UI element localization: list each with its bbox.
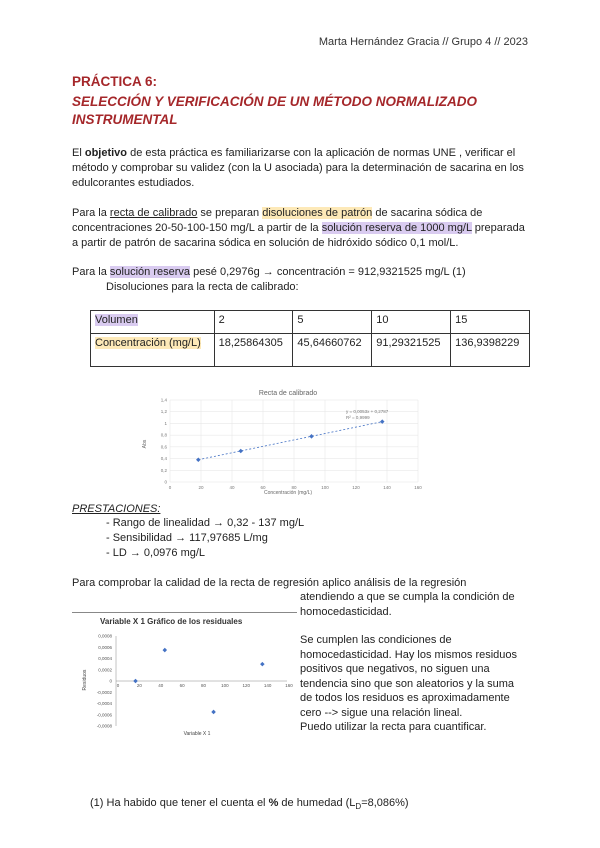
y-tick-label: -0,0004 xyxy=(96,701,112,706)
x-tick-label: 120 xyxy=(352,485,360,490)
footnote-sub: D xyxy=(355,802,362,812)
x-tick-label: 20 xyxy=(136,683,142,688)
table-cell: 136,9398229 xyxy=(451,334,530,367)
x-axis-label: Variable X 1 xyxy=(183,731,211,737)
reserve-text-1: Para la xyxy=(72,266,110,278)
table-caption: Disoluciones para la recta de calibrado: xyxy=(106,281,299,293)
table-cell: 45,64660762 xyxy=(293,334,372,367)
y-tick-label: 1,4 xyxy=(160,397,167,403)
regression-intro: Para comprobar la calidad de la recta de regresión aplico análisis de la regresión xyxy=(72,577,467,589)
calib-underlined: recta de calibrado xyxy=(109,207,198,219)
y-tick-label: 0 xyxy=(164,479,167,485)
y-tick-label: 0,4 xyxy=(160,456,167,462)
table-cell: 15 xyxy=(451,311,530,334)
x-tick-label: 100 xyxy=(321,485,329,490)
x-tick-label: 140 xyxy=(263,683,272,688)
objective-paragraph xyxy=(72,146,532,191)
chart-title: Recta de calibrado xyxy=(258,390,318,397)
footnote-bold: % xyxy=(268,797,279,809)
x-tick-label: 40 xyxy=(229,485,235,490)
conclusion-text: Se cumplen las condiciones de homocedasticidad. Hay los mismos residuos positivos que negativos, no siguen una tendencia sino que son aleatorios y la suma de todos los residuos es aproximadamente cero --> sigue una relación lineal. xyxy=(300,634,518,719)
prestaciones-list xyxy=(106,516,304,561)
x-tick-label: 0 xyxy=(168,485,172,490)
prestaciones-title: PRESTACIONES: xyxy=(72,503,161,515)
x-tick-label: 40 xyxy=(158,683,164,688)
residuals-chart xyxy=(72,606,297,746)
y-tick-label: -0,0006 xyxy=(96,712,112,718)
x-tick-label: 80 xyxy=(200,683,207,688)
y-tick-label: 0 xyxy=(109,678,112,684)
footnote-text-1: (1) Ha habido que tener el cuenta el xyxy=(90,797,269,809)
list-item: - Rango de linealidad → 0,32 - 137 mg/L xyxy=(106,517,305,529)
calib-text-2: se preparan xyxy=(197,207,263,219)
page-header: Marta Hernández Gracia // Grupo 4 // 2023 xyxy=(318,36,528,48)
x-tick-label: 120 xyxy=(242,683,251,688)
x-tick-label: 160 xyxy=(285,683,293,688)
reserve-highlight: solución reserva xyxy=(109,266,191,278)
y-tick-label: 0,0004 xyxy=(98,656,112,661)
reserve-paragraph xyxy=(72,265,532,280)
calibration-paragraph xyxy=(72,206,532,251)
footnote-text-2: de humedad (L xyxy=(278,797,356,809)
table-cell: 2 xyxy=(214,311,293,334)
x-tick-label: 60 xyxy=(260,485,266,490)
data-point xyxy=(196,457,201,462)
y-tick-label: 0,0006 xyxy=(98,644,112,650)
table-cell xyxy=(91,311,215,334)
data-point xyxy=(163,648,168,653)
footnote xyxy=(90,797,409,811)
table-cell: 91,29321525 xyxy=(372,334,451,367)
table-cell: 18,25864305 xyxy=(214,334,293,367)
table-cell xyxy=(91,334,215,367)
objective-text-2: de esta práctica es familiarizarse con la aplicación de normas UNE , verificar el método y comprobar su validez (con la U asociada) para la determinación de sacarina en los edulcorantes estudiados. xyxy=(72,147,524,189)
x-tick-label: 100 xyxy=(221,683,229,688)
trend-line xyxy=(198,422,382,460)
objective-bold: objetivo xyxy=(84,147,128,159)
y-tick-label: 0,2 xyxy=(160,467,167,473)
list-item: - Sensibilidad → 117,97685 L/mg xyxy=(106,532,268,544)
data-point xyxy=(211,710,216,715)
table-cell: 10 xyxy=(372,311,451,334)
calib-text-3: de sacarina sódica de concentraciones 20-50-100-150 mg/L a partir de la xyxy=(72,207,483,234)
practice-number: PRÁCTICA 6: xyxy=(72,74,158,89)
x-axis-label: Concentración (mg/L) xyxy=(263,490,313,496)
x-tick-label: 0 xyxy=(116,683,120,688)
x-tick-label: 140 xyxy=(383,485,391,490)
cell-label-concentracion: Concentración (mg/L) xyxy=(95,337,201,349)
table-cell: 5 xyxy=(293,311,372,334)
conclusion-last: Puedo utilizar la recta para cuantificar. xyxy=(300,721,487,733)
objective-text-1: El xyxy=(72,147,85,159)
calibration-chart xyxy=(138,386,438,498)
reserve-text-2: pesé 0,2976g → concentración = 912,9321525 mg/L (1) xyxy=(190,266,466,278)
y-tick-label: 0,8 xyxy=(160,432,167,438)
calib-highlight-2: solución reserva de 1000 mg/L xyxy=(321,222,472,234)
table-row xyxy=(91,334,530,367)
y-axis-label: Residuos xyxy=(82,669,88,691)
y-tick-label: 1 xyxy=(164,420,167,426)
y-tick-label: 0,6 xyxy=(160,444,167,450)
x-tick-label: 160 xyxy=(414,485,422,490)
x-tick-label: 20 xyxy=(198,485,204,490)
x-tick-label: 60 xyxy=(179,683,185,688)
cell-label-volumen: Volumen xyxy=(95,314,138,326)
conclusion-paragraph xyxy=(300,633,528,735)
list-item: - LD → 0,0976 mg/L xyxy=(106,547,206,559)
y-tick-label: 0,0008 xyxy=(98,633,112,639)
data-point xyxy=(309,434,314,439)
y-tick-label: 1,2 xyxy=(160,409,167,415)
table-row xyxy=(91,311,530,334)
calib-text-4: preparada a partir de patrón de sacarina sódica en solución de hidróxido sódico 0,1 mol/L. xyxy=(72,222,525,249)
calib-highlight-1: disoluciones de patrón xyxy=(262,207,373,219)
chart-title: Variable X 1 Gráfico de los residuales xyxy=(100,617,243,626)
data-point xyxy=(260,662,265,667)
practice-title: SELECCIÓN Y VERIFICACIÓN DE UN MÉTODO NORMALIZADO INSTRUMENTAL xyxy=(72,94,478,127)
footnote-text-3: =8,086%) xyxy=(361,797,409,809)
calib-text-1: Para la xyxy=(72,207,110,219)
trend-equation: y = 0,0053x + 0,2787 xyxy=(346,409,389,414)
regression-condition: atendiendo a que se cumpla la condición de homocedasticidad. xyxy=(300,591,515,618)
x-tick-label: 80 xyxy=(291,485,297,490)
y-tick-label: 0,0002 xyxy=(98,667,112,673)
data-point xyxy=(238,449,243,454)
y-tick-label: -0,0002 xyxy=(96,689,112,695)
calibration-table xyxy=(90,310,530,367)
y-tick-label: -0,0008 xyxy=(96,723,112,729)
y-axis-label: Abs xyxy=(142,439,148,449)
trend-r2: R² = 0,9999 xyxy=(346,415,370,420)
